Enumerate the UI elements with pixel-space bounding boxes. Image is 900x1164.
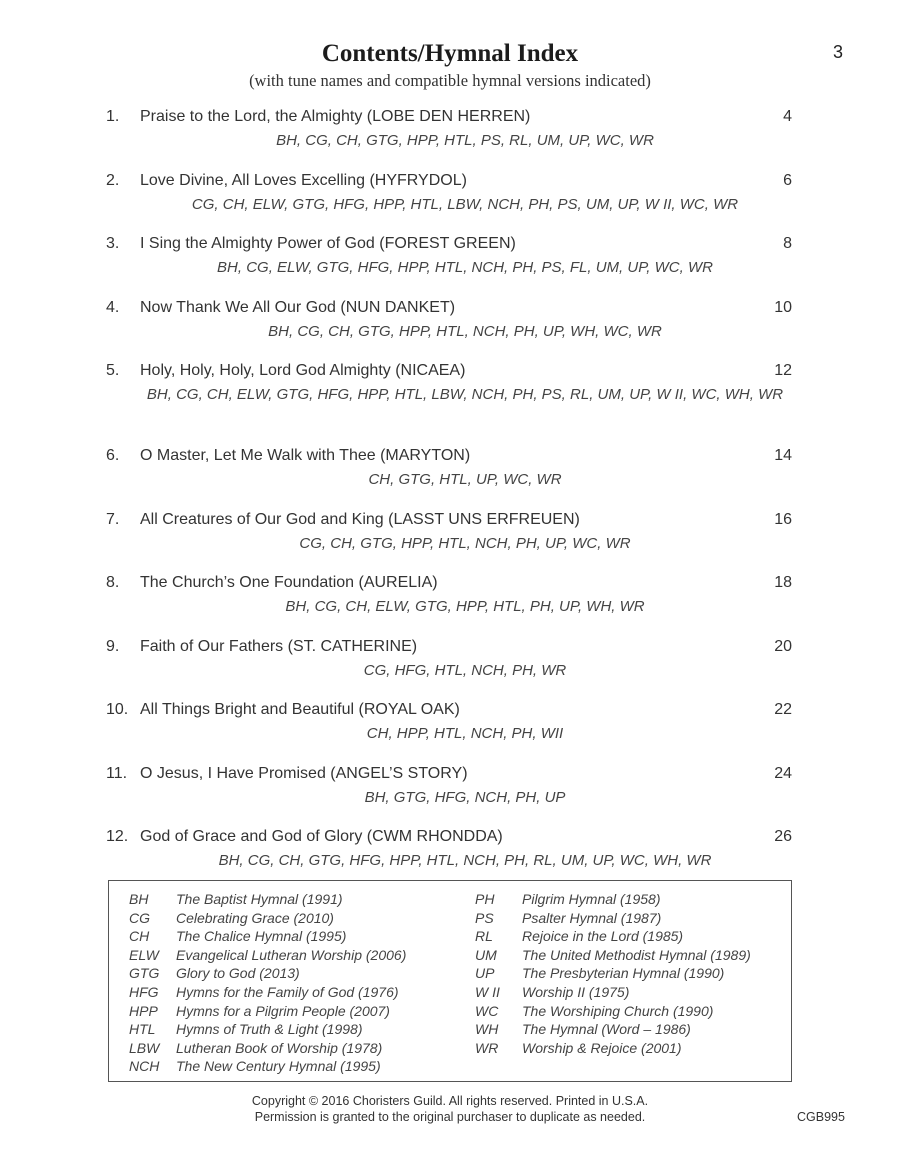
legend-abbr: BH bbox=[129, 891, 149, 907]
contents-entry bbox=[0, 445, 900, 509]
contents-entry bbox=[0, 233, 900, 297]
page-number: 3 bbox=[833, 42, 844, 62]
legend-item bbox=[475, 1021, 751, 1040]
legend-name: The Chalice Hymnal (1995) bbox=[176, 928, 347, 945]
legend-abbr: W II bbox=[475, 983, 500, 1000]
legend-abbr: NCH bbox=[129, 1058, 160, 1075]
legend-abbr: WH bbox=[475, 1021, 499, 1038]
legend-item bbox=[475, 891, 751, 910]
page-title: Contents/Hymnal Index bbox=[321, 40, 579, 67]
entry-title: Now Thank We All Our God (NUN DANKET) bbox=[140, 298, 456, 316]
entry-versions: BH, CG, ELW, GTG, HFG, HPP, HTL, NCH, PH, PS, FL, UM, UP, WC, WR bbox=[217, 259, 713, 276]
legend-item bbox=[129, 928, 406, 947]
entry-versions: CH, GTG, HTL, UP, WC, WR bbox=[368, 471, 562, 488]
copyright-footer bbox=[0, 1093, 900, 1125]
entry-number: 3. bbox=[106, 235, 120, 252]
entry-title: All Creatures of Our God and King (LASST UNS ERFREUEN) bbox=[140, 510, 580, 528]
entry-page: 12 bbox=[774, 362, 792, 379]
entry-versions: BH, CG, CH, ELW, GTG, HFG, HPP, HTL, LBW, NCH, PH, PS, RL, UM, UP, W II, WC, WH, WR bbox=[146, 386, 784, 403]
legend-abbr: UM bbox=[475, 946, 497, 963]
entry-versions: CG, CH, ELW, GTG, HFG, HPP, HTL, LBW, NCH, PH, PS, UM, UP, W II, WC, WR bbox=[191, 195, 739, 213]
legend-item bbox=[475, 965, 751, 984]
entry-versions: BH, CG, CH, GTG, HFG, HPP, HTL, NCH, PH, RL, UM, UP, WC, WH, WR bbox=[218, 852, 712, 869]
legend-name: Pilgrim Hymnal (1958) bbox=[522, 891, 661, 907]
legend-item bbox=[475, 984, 751, 1003]
contents-entry bbox=[0, 106, 900, 170]
catalog-code: CGB995 bbox=[797, 1110, 845, 1124]
entry-number: 10. bbox=[106, 701, 129, 718]
entry-number: 1. bbox=[106, 108, 120, 125]
entry-page: 26 bbox=[774, 828, 792, 845]
legend-abbr: HPP bbox=[129, 1002, 158, 1019]
entry-versions: BH, GTG, HFG, NCH, PH, UP bbox=[364, 788, 566, 806]
entry-versions: BH, CG, CH, GTG, HPP, HTL, NCH, PH, UP, WH, WC, WR bbox=[268, 322, 662, 340]
legend-abbr: LBW bbox=[129, 1039, 160, 1056]
entry-title: Faith of Our Fathers (ST. CATHERINE) bbox=[140, 637, 418, 655]
entry-title: O Jesus, I Have Promised (ANGEL’S STORY) bbox=[140, 764, 468, 782]
contents-entry bbox=[0, 572, 900, 636]
legend-name: Hymns for a Pilgrim People (2007) bbox=[176, 1002, 390, 1019]
entry-versions: BH, CG, CH, ELW, GTG, HPP, HTL, PH, UP, WH, WR bbox=[285, 598, 645, 615]
contents-entry bbox=[0, 699, 900, 763]
legend-item bbox=[129, 1003, 406, 1022]
entry-number: 9. bbox=[106, 637, 120, 655]
entry-page: 14 bbox=[774, 447, 792, 464]
legend-name: Hymns for the Family of God (1976) bbox=[176, 983, 399, 1000]
legend-name: Celebrating Grace (2010) bbox=[176, 909, 334, 926]
legend-abbr: HFG bbox=[129, 983, 159, 1000]
entry-title: All Things Bright and Beautiful (ROYAL OAK) bbox=[140, 701, 460, 718]
entry-page: 8 bbox=[783, 235, 792, 252]
legend-abbr: ELW bbox=[129, 946, 159, 963]
legend-item bbox=[129, 891, 406, 910]
entry-number: 2. bbox=[106, 171, 120, 189]
legend-item bbox=[129, 984, 406, 1003]
legend-name: The Worshiping Church (1990) bbox=[522, 1002, 714, 1019]
legend-name: Hymns of Truth & Light (1998) bbox=[176, 1021, 363, 1038]
entry-title: God of Grace and God of Glory (CWM RHONDDA) bbox=[140, 828, 503, 845]
entry-page: 10 bbox=[774, 298, 792, 316]
legend-item bbox=[129, 910, 406, 929]
legend-name: Worship II (1975) bbox=[522, 983, 630, 1000]
entry-title: I Sing the Almighty Power of God (FOREST GREEN) bbox=[140, 235, 516, 252]
legend-name: The United Methodist Hymnal (1989) bbox=[522, 946, 751, 963]
legend-item bbox=[129, 1040, 406, 1059]
legend-name: Lutheran Book of Worship (1978) bbox=[176, 1039, 383, 1056]
copyright-line: Copyright © 2016 Choristers Guild. All rights reserved. Printed in U.S.A. bbox=[251, 1094, 649, 1108]
legend-item bbox=[129, 965, 406, 984]
contents-entry bbox=[0, 509, 900, 573]
entry-number: 7. bbox=[106, 510, 120, 528]
legend-name: Evangelical Lutheran Worship (2006) bbox=[176, 946, 407, 963]
entry-title: The Church’s One Foundation (AURELIA) bbox=[140, 574, 438, 591]
contents-entry bbox=[0, 636, 900, 700]
legend-name: Worship & Rejoice (2001) bbox=[522, 1039, 682, 1056]
entry-page: 20 bbox=[774, 637, 792, 655]
legend-name: Glory to God (2013) bbox=[176, 965, 300, 982]
entry-versions: CG, CH, GTG, HPP, HTL, NCH, PH, UP, WC, WR bbox=[299, 534, 631, 552]
legend-abbr: CH bbox=[129, 928, 150, 945]
legend-abbr: WC bbox=[475, 1002, 499, 1019]
entry-number: 5. bbox=[106, 362, 120, 379]
entry-number: 8. bbox=[106, 574, 120, 591]
legend-name: Rejoice in the Lord (1985) bbox=[522, 928, 684, 945]
entry-page: 6 bbox=[783, 171, 792, 189]
legend-name: The New Century Hymnal (1995) bbox=[176, 1058, 381, 1075]
entry-title: Holy, Holy, Holy, Lord God Almighty (NICAEA) bbox=[140, 362, 466, 379]
legend-column-left bbox=[129, 891, 406, 1077]
legend-abbr: RL bbox=[475, 928, 493, 945]
legend-item bbox=[129, 947, 406, 966]
entry-versions: BH, CG, CH, GTG, HPP, HTL, PS, RL, UM, UP, WC, WR bbox=[276, 132, 654, 149]
entry-number: 11. bbox=[106, 764, 128, 782]
contents-entry bbox=[0, 763, 900, 827]
legend-abbr: HTL bbox=[129, 1021, 156, 1038]
legend-item bbox=[475, 1040, 751, 1059]
contents-entry bbox=[0, 360, 900, 445]
entry-page: 22 bbox=[774, 701, 792, 718]
entry-page: 24 bbox=[774, 764, 792, 782]
permission-line: Permission is granted to the original purchaser to duplicate as needed. bbox=[254, 1110, 646, 1124]
legend-item bbox=[475, 910, 751, 929]
legend-abbr: CG bbox=[129, 909, 150, 926]
contents-entry bbox=[0, 170, 900, 234]
legend-name: Psalter Hymnal (1987) bbox=[522, 909, 662, 926]
page-subtitle: (with tune names and compatible hymnal versions indicated) bbox=[249, 71, 651, 90]
contents-list bbox=[0, 106, 900, 890]
legend-item bbox=[129, 1021, 406, 1040]
entry-number: 6. bbox=[106, 447, 120, 464]
entry-number: 12. bbox=[106, 828, 129, 845]
legend-abbr: UP bbox=[475, 965, 495, 982]
entry-title: O Master, Let Me Walk with Thee (MARYTON) bbox=[140, 447, 471, 464]
legend-name: The Hymnal (Word – 1986) bbox=[522, 1021, 691, 1038]
legend-name: The Baptist Hymnal (1991) bbox=[176, 891, 343, 907]
legend-name: The Presbyterian Hymnal (1990) bbox=[522, 965, 725, 982]
legend-item bbox=[475, 928, 751, 947]
legend-abbr: WR bbox=[475, 1039, 499, 1056]
entry-versions: CG, HFG, HTL, NCH, PH, WR bbox=[363, 661, 567, 679]
legend-abbr: PH bbox=[475, 891, 495, 907]
hymnal-legend bbox=[108, 880, 792, 1082]
entry-versions: CH, HPP, HTL, NCH, PH, WII bbox=[366, 725, 564, 742]
entry-page: 16 bbox=[774, 510, 792, 528]
entry-number: 4. bbox=[106, 298, 120, 316]
legend-abbr: PS bbox=[475, 909, 494, 926]
legend-column-right bbox=[475, 891, 751, 1058]
legend-item bbox=[475, 947, 751, 966]
entry-title: Love Divine, All Loves Excelling (HYFRYDOL) bbox=[140, 171, 467, 189]
entry-page: 4 bbox=[783, 108, 792, 125]
legend-abbr: GTG bbox=[129, 965, 160, 982]
contents-entry bbox=[0, 297, 900, 361]
legend-item bbox=[129, 1058, 406, 1077]
legend-item bbox=[475, 1003, 751, 1022]
entry-title: Praise to the Lord, the Almighty (LOBE DEN HERREN) bbox=[140, 108, 531, 125]
entry-page: 18 bbox=[774, 574, 792, 591]
